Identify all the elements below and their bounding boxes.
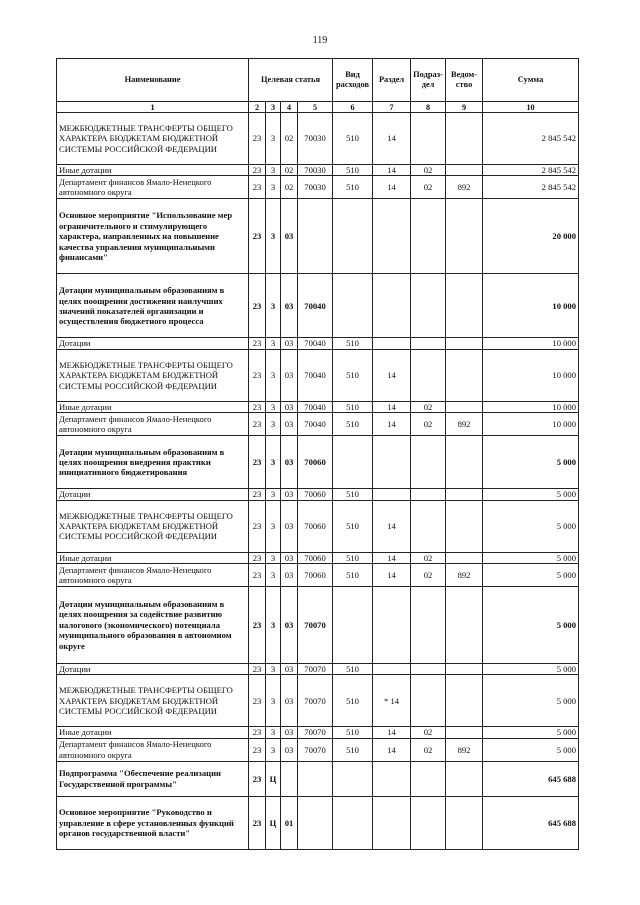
target-code-direction: 70060 — [298, 552, 333, 563]
target-code-subprogram: Ц — [266, 761, 281, 796]
department-cell: 892 — [446, 176, 483, 199]
row-name: Основное мероприятие "Руководство и управление в сфере установленных функций органов государственной власти" — [57, 796, 249, 849]
target-code-measure: 03 — [281, 349, 298, 401]
target-code-measure: 03 — [281, 401, 298, 412]
target-code-subprogram: Ц — [266, 796, 281, 849]
target-code-program: 23 — [249, 401, 266, 412]
subsection-cell — [411, 274, 446, 338]
target-code-program: 23 — [249, 664, 266, 675]
table-row — [57, 500, 579, 552]
department-cell — [446, 401, 483, 412]
target-code-subprogram: 3 — [266, 274, 281, 338]
column-number: 5 — [298, 102, 333, 113]
department-cell — [446, 199, 483, 274]
header-subsection: Подраз-дел — [411, 59, 446, 102]
target-code-measure: 03 — [281, 274, 298, 338]
row-name: Дотации — [57, 489, 249, 500]
target-code-program: 23 — [249, 436, 266, 489]
target-code-direction: 70060 — [298, 436, 333, 489]
expense-type-cell: 510 — [333, 727, 373, 738]
column-number: 3 — [266, 102, 281, 113]
column-number: 10 — [483, 102, 579, 113]
section-cell — [373, 489, 411, 500]
amount-cell: 5 000 — [483, 564, 579, 587]
table-row — [57, 338, 579, 349]
row-name: МЕЖБЮДЖЕТНЫЕ ТРАНСФЕРТЫ ОБЩЕГО ХАРАКТЕРА БЮДЖЕТАМ БЮДЖЕТНОЙ СИСТЕМЫ РОССИЙСКОЙ ФЕДЕРАЦИИ — [57, 675, 249, 727]
section-cell: 14 — [373, 727, 411, 738]
target-code-direction: 70040 — [298, 349, 333, 401]
amount-cell: 2 845 542 — [483, 165, 579, 176]
column-number-row — [57, 102, 579, 113]
department-cell — [446, 664, 483, 675]
target-code-direction: 70070 — [298, 587, 333, 664]
target-code-direction — [298, 199, 333, 274]
department-cell — [446, 552, 483, 563]
target-code-program: 23 — [249, 738, 266, 761]
department-cell — [446, 727, 483, 738]
table-row — [57, 675, 579, 727]
column-number: 2 — [249, 102, 266, 113]
expense-type-cell: 510 — [333, 675, 373, 727]
amount-cell: 5 000 — [483, 664, 579, 675]
row-name: Дотации муниципальным образованиям в целях поощрения за содействие развитию налогового (экономического) потенциала муниципального образования в автономном округе — [57, 587, 249, 664]
department-cell — [446, 489, 483, 500]
table-row — [57, 436, 579, 489]
amount-cell: 5 000 — [483, 587, 579, 664]
expense-type-cell: 510 — [333, 664, 373, 675]
row-name: Иные дотации — [57, 552, 249, 563]
target-code-program: 23 — [249, 489, 266, 500]
row-name: Дотации муниципальным образованиям в целях поощрения достижения наилучших значений показателей организации и осуществления бюджетного процесса — [57, 274, 249, 338]
expense-type-cell: 510 — [333, 165, 373, 176]
row-name: Подпрограмма "Обеспечение реализации Государственной программы" — [57, 761, 249, 796]
header-section: Раздел — [373, 59, 411, 102]
target-code-direction: 70070 — [298, 664, 333, 675]
table-row — [57, 199, 579, 274]
target-code-program: 23 — [249, 349, 266, 401]
target-code-subprogram: 3 — [266, 675, 281, 727]
target-code-measure: 03 — [281, 587, 298, 664]
expense-type-cell — [333, 199, 373, 274]
expense-type-cell: 510 — [333, 552, 373, 563]
header-expense-type: Вид расходов — [333, 59, 373, 102]
department-cell — [446, 796, 483, 849]
expense-type-cell: 510 — [333, 738, 373, 761]
section-cell: * 14 — [373, 675, 411, 727]
expense-type-cell: 510 — [333, 113, 373, 165]
target-code-program: 23 — [249, 500, 266, 552]
target-code-subprogram: 3 — [266, 413, 281, 436]
section-cell — [373, 761, 411, 796]
target-code-subprogram: 3 — [266, 199, 281, 274]
row-name: Департамент финансов Ямало-Ненецкого автономного округа — [57, 413, 249, 436]
target-code-subprogram: 3 — [266, 436, 281, 489]
column-number: 9 — [446, 102, 483, 113]
expense-type-cell — [333, 587, 373, 664]
target-code-subprogram: 3 — [266, 500, 281, 552]
row-name: Дотации муниципальным образованиям в целях поощрения внедрения практики инициативного бюджетирования — [57, 436, 249, 489]
column-number: 8 — [411, 102, 446, 113]
section-cell: 14 — [373, 413, 411, 436]
target-code-direction: 70030 — [298, 113, 333, 165]
table-row — [57, 738, 579, 761]
table-row — [57, 113, 579, 165]
table-row — [57, 727, 579, 738]
section-cell — [373, 587, 411, 664]
section-cell: 14 — [373, 500, 411, 552]
expense-type-cell — [333, 796, 373, 849]
table-row — [57, 274, 579, 338]
target-code-subprogram: 3 — [266, 664, 281, 675]
subsection-cell — [411, 500, 446, 552]
target-code-direction — [298, 796, 333, 849]
table-row — [57, 761, 579, 796]
target-code-direction: 70040 — [298, 338, 333, 349]
target-code-direction: 70060 — [298, 564, 333, 587]
header-name: Наименование — [57, 59, 249, 102]
subsection-cell — [411, 761, 446, 796]
target-code-direction: 70060 — [298, 489, 333, 500]
section-cell: 14 — [373, 349, 411, 401]
target-code-direction: 70070 — [298, 727, 333, 738]
target-code-direction: 70060 — [298, 500, 333, 552]
department-cell — [446, 349, 483, 401]
subsection-cell: 02 — [411, 564, 446, 587]
target-code-measure: 02 — [281, 165, 298, 176]
target-code-direction: 70040 — [298, 274, 333, 338]
expense-type-cell: 510 — [333, 176, 373, 199]
table-row — [57, 796, 579, 849]
target-code-measure: 03 — [281, 552, 298, 563]
amount-cell: 10 000 — [483, 413, 579, 436]
department-cell: 892 — [446, 564, 483, 587]
target-code-measure: 03 — [281, 727, 298, 738]
row-name: МЕЖБЮДЖЕТНЫЕ ТРАНСФЕРТЫ ОБЩЕГО ХАРАКТЕРА БЮДЖЕТАМ БЮДЖЕТНОЙ СИСТЕМЫ РОССИЙСКОЙ ФЕДЕРАЦИИ — [57, 113, 249, 165]
target-code-program: 23 — [249, 796, 266, 849]
target-code-measure: 01 — [281, 796, 298, 849]
subsection-cell — [411, 489, 446, 500]
target-code-program: 23 — [249, 413, 266, 436]
department-cell — [446, 338, 483, 349]
target-code-program: 23 — [249, 338, 266, 349]
subsection-cell: 02 — [411, 176, 446, 199]
row-name: Основное мероприятие "Использование мер ограничительного и стимулирующего характера, направленных на повышение качества управления муниципальными финансами" — [57, 199, 249, 274]
target-code-subprogram: 3 — [266, 564, 281, 587]
page-number: 119 — [312, 35, 328, 46]
target-code-program: 23 — [249, 165, 266, 176]
table-row — [57, 165, 579, 176]
subsection-cell: 02 — [411, 165, 446, 176]
header-target: Целевая статья — [249, 59, 333, 102]
target-code-direction: 70040 — [298, 413, 333, 436]
table-row — [57, 564, 579, 587]
department-cell — [446, 274, 483, 338]
target-code-subprogram: 3 — [266, 401, 281, 412]
target-code-subprogram: 3 — [266, 738, 281, 761]
section-cell: 14 — [373, 113, 411, 165]
row-name: Иные дотации — [57, 727, 249, 738]
table-header-row — [57, 59, 579, 102]
target-code-measure: 03 — [281, 564, 298, 587]
target-code-measure — [281, 761, 298, 796]
target-code-direction: 70070 — [298, 738, 333, 761]
column-number: 1 — [57, 102, 249, 113]
amount-cell: 10 000 — [483, 401, 579, 412]
target-code-subprogram: 3 — [266, 349, 281, 401]
target-code-measure: 03 — [281, 436, 298, 489]
row-name: Дотации — [57, 664, 249, 675]
row-name: Иные дотации — [57, 401, 249, 412]
table-body — [57, 113, 579, 850]
subsection-cell: 02 — [411, 401, 446, 412]
subsection-cell: 02 — [411, 727, 446, 738]
department-cell — [446, 113, 483, 165]
target-code-subprogram: 3 — [266, 176, 281, 199]
target-code-program: 23 — [249, 552, 266, 563]
header-department: Ведом-ство — [446, 59, 483, 102]
subsection-cell: 02 — [411, 413, 446, 436]
amount-cell: 5 000 — [483, 436, 579, 489]
department-cell — [446, 165, 483, 176]
target-code-subprogram: 3 — [266, 165, 281, 176]
table-row — [57, 587, 579, 664]
amount-cell: 5 000 — [483, 727, 579, 738]
expense-type-cell: 510 — [333, 338, 373, 349]
target-code-measure: 03 — [281, 738, 298, 761]
row-name: МЕЖБЮДЖЕТНЫЕ ТРАНСФЕРТЫ ОБЩЕГО ХАРАКТЕРА БЮДЖЕТАМ БЮДЖЕТНОЙ СИСТЕМЫ РОССИЙСКОЙ ФЕДЕРАЦИИ — [57, 500, 249, 552]
target-code-program: 23 — [249, 274, 266, 338]
column-number: 6 — [333, 102, 373, 113]
expense-type-cell — [333, 436, 373, 489]
section-cell — [373, 199, 411, 274]
target-code-measure: 02 — [281, 176, 298, 199]
section-cell — [373, 274, 411, 338]
target-code-subprogram: 3 — [266, 727, 281, 738]
target-code-subprogram: 3 — [266, 587, 281, 664]
table-row — [57, 552, 579, 563]
row-name: Департамент финансов Ямало-Ненецкого автономного округа — [57, 564, 249, 587]
department-cell — [446, 675, 483, 727]
subsection-cell — [411, 796, 446, 849]
section-cell: 14 — [373, 552, 411, 563]
department-cell — [446, 436, 483, 489]
section-cell: 14 — [373, 738, 411, 761]
row-name: Дотации — [57, 338, 249, 349]
section-cell — [373, 664, 411, 675]
amount-cell: 5 000 — [483, 500, 579, 552]
amount-cell: 5 000 — [483, 489, 579, 500]
row-name: МЕЖБЮДЖЕТНЫЕ ТРАНСФЕРТЫ ОБЩЕГО ХАРАКТЕРА БЮДЖЕТАМ БЮДЖЕТНОЙ СИСТЕМЫ РОССИЙСКОЙ ФЕДЕРАЦИИ — [57, 349, 249, 401]
section-cell — [373, 436, 411, 489]
department-cell — [446, 587, 483, 664]
department-cell: 892 — [446, 738, 483, 761]
table-row — [57, 401, 579, 412]
subsection-cell — [411, 587, 446, 664]
column-number: 4 — [281, 102, 298, 113]
table-row — [57, 413, 579, 436]
row-name: Департамент финансов Ямало-Ненецкого автономного округа — [57, 176, 249, 199]
section-cell: 14 — [373, 564, 411, 587]
subsection-cell — [411, 664, 446, 675]
row-name: Департамент финансов Ямало-Ненецкого автономного округа — [57, 738, 249, 761]
target-code-direction: 70030 — [298, 176, 333, 199]
amount-cell: 645 688 — [483, 761, 579, 796]
amount-cell: 645 688 — [483, 796, 579, 849]
amount-cell: 2 845 542 — [483, 113, 579, 165]
subsection-cell — [411, 675, 446, 727]
budget-table — [56, 58, 579, 850]
target-code-subprogram: 3 — [266, 338, 281, 349]
target-code-measure: 03 — [281, 199, 298, 274]
table-row — [57, 176, 579, 199]
target-code-program: 23 — [249, 761, 266, 796]
expense-type-cell: 510 — [333, 489, 373, 500]
target-code-subprogram: 3 — [266, 552, 281, 563]
target-code-subprogram: 3 — [266, 113, 281, 165]
target-code-measure: 02 — [281, 113, 298, 165]
amount-cell: 10 000 — [483, 349, 579, 401]
section-cell — [373, 338, 411, 349]
target-code-subprogram: 3 — [266, 489, 281, 500]
target-code-program: 23 — [249, 564, 266, 587]
target-code-measure: 03 — [281, 413, 298, 436]
target-code-program: 23 — [249, 113, 266, 165]
amount-cell: 20 000 — [483, 199, 579, 274]
amount-cell: 10 000 — [483, 274, 579, 338]
target-code-program: 23 — [249, 199, 266, 274]
subsection-cell — [411, 113, 446, 165]
target-code-program: 23 — [249, 675, 266, 727]
amount-cell: 2 845 542 — [483, 176, 579, 199]
target-code-measure: 03 — [281, 489, 298, 500]
target-code-direction: 70030 — [298, 165, 333, 176]
target-code-measure: 03 — [281, 500, 298, 552]
subsection-cell — [411, 436, 446, 489]
amount-cell: 5 000 — [483, 675, 579, 727]
amount-cell: 5 000 — [483, 552, 579, 563]
department-cell — [446, 761, 483, 796]
expense-type-cell: 510 — [333, 349, 373, 401]
subsection-cell — [411, 349, 446, 401]
subsection-cell: 02 — [411, 552, 446, 563]
target-code-direction: 70040 — [298, 401, 333, 412]
target-code-program: 23 — [249, 727, 266, 738]
section-cell: 14 — [373, 176, 411, 199]
department-cell: 892 — [446, 413, 483, 436]
table-row — [57, 664, 579, 675]
expense-type-cell: 510 — [333, 500, 373, 552]
target-code-measure: 03 — [281, 675, 298, 727]
target-code-program: 23 — [249, 587, 266, 664]
target-code-direction — [298, 761, 333, 796]
subsection-cell — [411, 199, 446, 274]
expense-type-cell: 510 — [333, 401, 373, 412]
header-amount: Сумма — [483, 59, 579, 102]
row-name: Иные дотации — [57, 165, 249, 176]
target-code-measure: 03 — [281, 664, 298, 675]
section-cell: 14 — [373, 401, 411, 412]
amount-cell: 10 000 — [483, 338, 579, 349]
expense-type-cell: 510 — [333, 413, 373, 436]
section-cell — [373, 796, 411, 849]
section-cell: 14 — [373, 165, 411, 176]
expense-type-cell — [333, 274, 373, 338]
target-code-measure: 03 — [281, 338, 298, 349]
column-number: 7 — [373, 102, 411, 113]
subsection-cell — [411, 338, 446, 349]
expense-type-cell: 510 — [333, 564, 373, 587]
target-code-program: 23 — [249, 176, 266, 199]
table-row — [57, 489, 579, 500]
expense-type-cell — [333, 761, 373, 796]
department-cell — [446, 500, 483, 552]
table-row — [57, 349, 579, 401]
subsection-cell: 02 — [411, 738, 446, 761]
target-code-direction: 70070 — [298, 675, 333, 727]
amount-cell: 5 000 — [483, 738, 579, 761]
